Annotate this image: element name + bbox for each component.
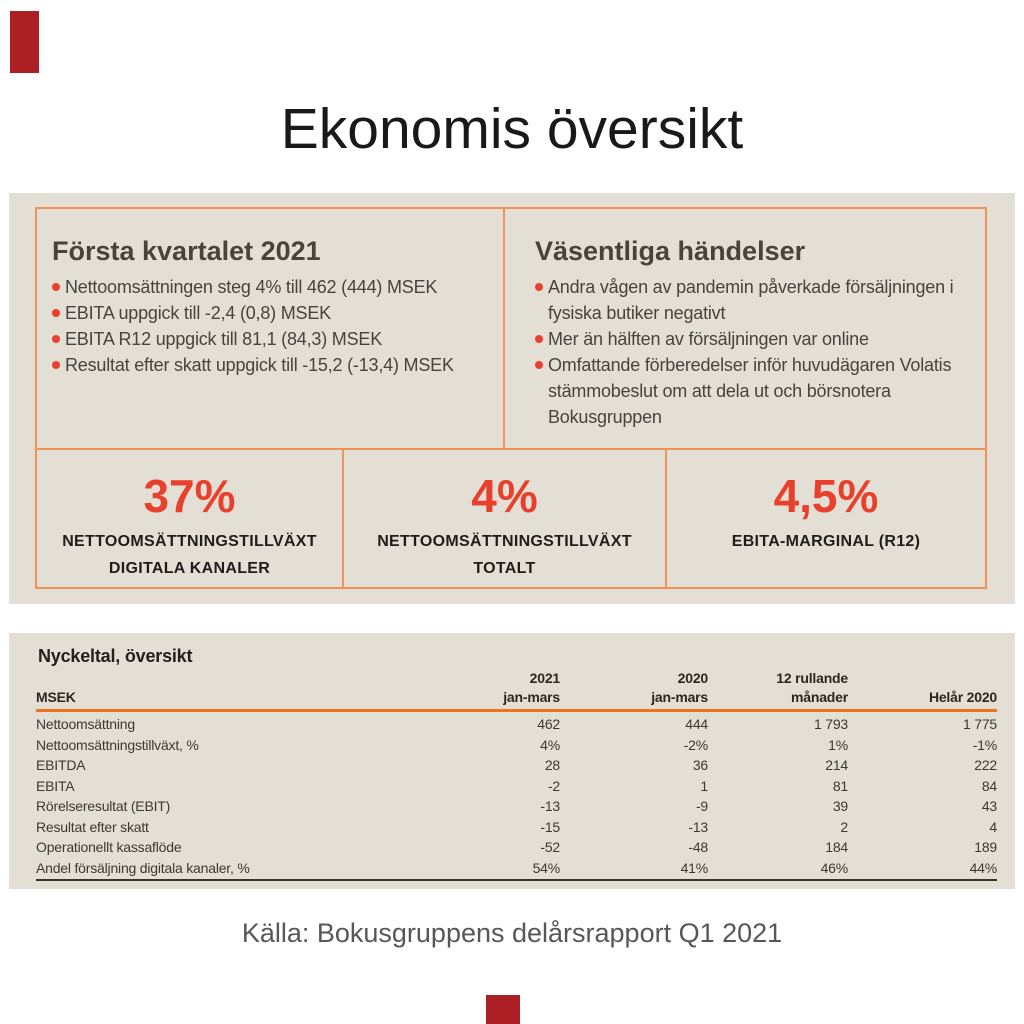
kpi-label-line: NETTOOMSÄTTNINGSTILLVÄXT xyxy=(62,533,317,550)
column-header xyxy=(560,669,708,707)
table-row xyxy=(36,714,997,735)
row-label: Nettoomsättningstillväxt, % xyxy=(36,736,199,753)
cell-value: -48 xyxy=(688,839,708,856)
events-heading: Väsentliga händelser xyxy=(535,236,806,266)
table-row xyxy=(36,796,997,817)
cell-value: 189 xyxy=(974,839,997,856)
cell-value: 462 xyxy=(537,716,560,733)
cell-value: -9 xyxy=(695,798,708,815)
red-accent-bottom xyxy=(486,995,520,1024)
kpi-label-line: NETTOOMSÄTTNINGSTILLVÄXT xyxy=(377,533,632,550)
cell-value: 44% xyxy=(969,859,997,876)
column-header-line: 2020 xyxy=(677,670,708,686)
kpi-value: 4,5% xyxy=(773,470,879,522)
bullet-text: EBITA uppgick till -2,4 (0,8) MSEK xyxy=(65,303,331,323)
kpi-label-line: DIGITALA KANALER xyxy=(108,560,271,577)
cell-value: -52 xyxy=(540,839,560,856)
column-header-line: Helår 2020 xyxy=(928,689,997,705)
bullet-dot-icon xyxy=(52,309,60,317)
bullet-text: Mer än hälften av försäljningen var online xyxy=(548,329,869,349)
cell-value: 81 xyxy=(832,777,848,794)
quarter-heading: Första kvartalet 2021 xyxy=(52,236,321,266)
cell-value: 222 xyxy=(974,757,997,774)
table-row xyxy=(36,735,997,756)
kpi-value: 4% xyxy=(471,470,538,522)
cell-value: 39 xyxy=(832,798,848,815)
column-header-line: 2021 xyxy=(529,670,560,686)
column-header-line: månader xyxy=(791,689,848,705)
cell-value: 41% xyxy=(680,859,708,876)
cell-value: 46% xyxy=(820,859,848,876)
key-figures-panel xyxy=(9,633,1015,889)
cell-value: 36 xyxy=(692,757,708,774)
bullet-dot-icon xyxy=(52,335,60,343)
list-item xyxy=(52,274,487,300)
table-bottom-rule xyxy=(36,879,997,881)
bullet-text: Omfattande förberedelser inför huvudägaren Volatis stämmobeslut om att dela ut och börsnotera Bokusgruppen xyxy=(548,355,952,427)
kpi-label-line: EBITA-MARGINAL (R12) xyxy=(731,533,921,550)
kpi-row xyxy=(37,448,985,587)
table-header-row xyxy=(36,669,997,707)
quarter-section xyxy=(37,209,505,448)
cell-value: 444 xyxy=(685,716,708,733)
bullet-text: Nettoomsättningen steg 4% till 462 (444) MSEK xyxy=(65,277,438,297)
list-item xyxy=(52,326,487,352)
kpi-card xyxy=(342,450,665,587)
cell-value: -2% xyxy=(683,736,708,753)
list-item xyxy=(52,300,487,326)
cell-value: 54% xyxy=(532,859,560,876)
table-body xyxy=(36,712,997,878)
cell-value: 1 xyxy=(700,777,708,794)
quarter-bullet-list xyxy=(52,274,487,378)
column-header-line: jan-mars xyxy=(503,689,560,705)
list-item xyxy=(535,326,970,352)
row-label: EBITDA xyxy=(36,757,86,774)
cell-value: 1 793 xyxy=(813,716,848,733)
source-note: Källa: Bokusgruppens delårsrapport Q1 2021 xyxy=(241,918,783,948)
table-row xyxy=(36,755,997,776)
column-header xyxy=(848,688,997,707)
cell-value: 214 xyxy=(825,757,848,774)
kpi-label-line: TOTALT xyxy=(473,560,536,577)
bullet-dot-icon xyxy=(535,283,543,291)
kpi-label xyxy=(62,528,317,582)
row-label: Rörelseresultat (EBIT) xyxy=(36,798,171,815)
column-header xyxy=(36,688,366,707)
table-title: Nyckeltal, översikt xyxy=(38,646,193,666)
bullet-dot-icon xyxy=(52,283,60,291)
table-row xyxy=(36,817,997,838)
events-section xyxy=(505,209,985,448)
cell-value: 2 xyxy=(840,818,848,835)
bullet-text: EBITA R12 uppgick till 81,1 (84,3) MSEK xyxy=(65,329,383,349)
row-label: EBITA xyxy=(36,777,75,794)
list-item xyxy=(535,352,970,430)
cell-value: 84 xyxy=(981,777,997,794)
bullet-dot-icon xyxy=(535,361,543,369)
overview-top-row xyxy=(37,209,985,448)
red-accent-top-left xyxy=(10,11,39,73)
row-label: Nettoomsättning xyxy=(36,716,135,733)
kpi-card xyxy=(665,450,985,587)
column-header xyxy=(366,669,560,707)
cell-value: -13 xyxy=(688,818,708,835)
kpi-card xyxy=(37,450,342,587)
row-label: Operationellt kassaflöde xyxy=(36,839,182,856)
cell-value: -1% xyxy=(972,736,997,753)
bullet-text: Andra vågen av pandemin påverkade försäljningen i fysiska butiker negativt xyxy=(548,277,954,323)
cell-value: 4% xyxy=(540,736,560,753)
events-bullet-list xyxy=(535,274,970,430)
key-figures-table xyxy=(36,669,997,881)
cell-value: 1 775 xyxy=(962,716,997,733)
overview-panel xyxy=(9,193,1015,604)
overview-grid xyxy=(35,207,987,589)
cell-value: 1% xyxy=(828,736,848,753)
table-row xyxy=(36,776,997,797)
column-header xyxy=(708,669,848,707)
row-label: Resultat efter skatt xyxy=(36,818,149,835)
page-title: Ekonomis översikt xyxy=(280,97,744,161)
kpi-label xyxy=(732,528,921,555)
list-item xyxy=(535,274,970,326)
table-row xyxy=(36,858,997,879)
cell-value: -2 xyxy=(547,777,560,794)
row-label: Andel försäljning digitala kanaler, % xyxy=(36,859,250,876)
cell-value: 43 xyxy=(981,798,997,815)
column-header-line: MSEK xyxy=(36,689,76,705)
cell-value: 28 xyxy=(544,757,560,774)
cell-value: -13 xyxy=(540,798,560,815)
bullet-dot-icon xyxy=(52,361,60,369)
bullet-text: Resultat efter skatt uppgick till -15,2 (-13,4) MSEK xyxy=(65,355,454,375)
cell-value: 4 xyxy=(989,818,997,835)
table-row xyxy=(36,837,997,858)
bullet-dot-icon xyxy=(535,335,543,343)
cell-value: -15 xyxy=(540,818,560,835)
kpi-value: 37% xyxy=(143,470,236,522)
cell-value: 184 xyxy=(825,839,848,856)
kpi-label xyxy=(377,528,632,582)
column-header-line: 12 rullande xyxy=(776,670,848,686)
column-header-line: jan-mars xyxy=(651,689,708,705)
list-item xyxy=(52,352,487,378)
